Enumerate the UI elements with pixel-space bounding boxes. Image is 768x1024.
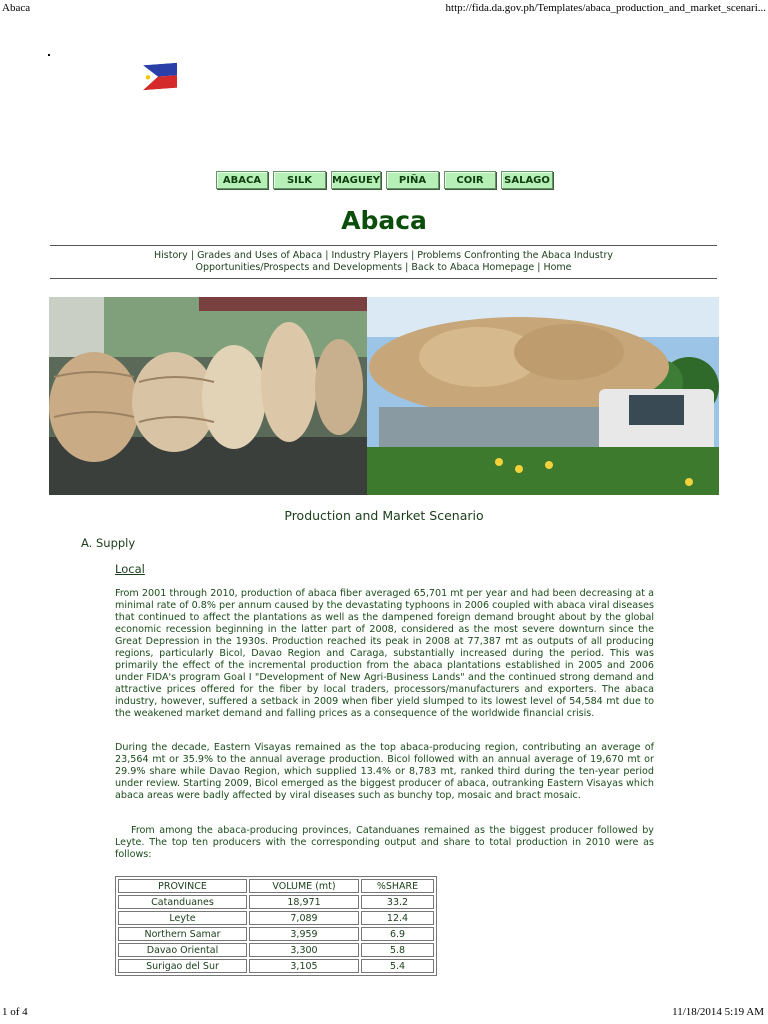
nav-silk-button[interactable]: SILK <box>273 171 326 189</box>
table-header-row <box>118 879 434 893</box>
abaca-fiber-bales-photo <box>49 297 367 495</box>
link-industry-players[interactable]: Industry Players <box>331 250 409 261</box>
print-page-title: Abaca <box>2 2 31 14</box>
link-history[interactable]: History <box>154 250 188 261</box>
cell-province: Davao Oriental <box>118 943 247 957</box>
paragraph-provinces: From among the abaca-producing provinces, Catanduanes remained as the biggest producer followed by Leyte. The top ten producers with the corresponding output and share to total production in 2010 were as follows: <box>115 825 654 860</box>
nav-abaca-button[interactable]: ABACA <box>216 171 268 189</box>
links-line-1: History | Grades and Uses of Abaca | Industry Players | Problems Confronting the Abaca Industry <box>154 250 613 261</box>
col-province: PROVINCE <box>118 879 247 893</box>
print-datetime: 11/18/2014 5:19 AM <box>672 1006 764 1018</box>
cell-share: 12.4 <box>361 911 434 925</box>
section-heading: Production and Market Scenario <box>284 508 484 523</box>
cell-province: Surigao del Sur <box>118 959 247 973</box>
print-url: http://fida.da.gov.ph/Templates/abaca_production_and_market_scenari... <box>445 2 766 14</box>
cell-volume: 7,089 <box>249 911 359 925</box>
philippine-flag-icon <box>143 63 177 90</box>
nav-pina-button[interactable]: PIÑA <box>386 171 439 189</box>
cell-volume: 3,300 <box>249 943 359 957</box>
link-abaca-homepage[interactable]: Back to Abaca Homepage <box>411 261 535 273</box>
paragraph-regional: During the decade, Eastern Visayas remained as the top abaca-producing region, contributing an average of 23,564 mt or 35.9% to the annual average production. Bicol followed with an annual average of 19,670 mt or 29.9% share while Davao Region, which supplied 13.4% or 8,783 mt, ranked third during the ten-year period under review. Starting 2009, Bicol emerged as the biggest producer of abaca, outranking Eastern Visayas which abaca areas were badly affected by viral diseases such as bunchy top, mosaic and bract mosaic. <box>115 742 654 801</box>
links-line-2: Opportunities/Prospects and Developments | Back to Abaca Homepage | Home <box>195 261 572 273</box>
banner-photos <box>49 297 719 495</box>
cell-province: Leyte <box>118 911 247 925</box>
col-volume: VOLUME (mt) <box>249 879 359 893</box>
cell-volume: 18,971 <box>249 895 359 909</box>
divider-bottom <box>50 278 717 279</box>
page-title: Abaca <box>341 206 427 235</box>
print-footer <box>0 1006 768 1020</box>
divider-top <box>50 245 717 246</box>
local-heading: Local <box>115 562 145 576</box>
link-home[interactable]: Home <box>543 261 572 273</box>
table-row <box>118 959 434 973</box>
stray-dot <box>48 54 50 56</box>
cell-share: 33.2 <box>361 895 434 909</box>
print-page-number: 1 of 4 <box>2 1006 28 1018</box>
section-links <box>50 250 717 273</box>
cell-province: Catanduanes <box>118 895 247 909</box>
cell-province: Northern Samar <box>118 927 247 941</box>
nav-maguey-button[interactable]: MAGUEY <box>331 171 381 189</box>
table-row <box>118 895 434 909</box>
supply-heading: A. Supply <box>81 536 136 550</box>
link-grades-uses[interactable]: Grades and Uses of Abaca <box>197 250 323 261</box>
fiber-nav <box>216 171 553 189</box>
nav-salago-button[interactable]: SALAGO <box>501 171 553 189</box>
col-share: %SHARE <box>361 879 434 893</box>
table-row <box>118 927 434 941</box>
cell-share: 6.9 <box>361 927 434 941</box>
abaca-loaded-truck-photo <box>367 297 719 495</box>
table-row <box>118 911 434 925</box>
table-row <box>118 943 434 957</box>
print-header <box>0 2 768 16</box>
cell-volume: 3,959 <box>249 927 359 941</box>
link-opportunities[interactable]: Opportunities/Prospects and Developments <box>195 261 403 273</box>
cell-share: 5.4 <box>361 959 434 973</box>
cell-share: 5.8 <box>361 943 434 957</box>
production-table <box>115 876 437 976</box>
nav-coir-button[interactable]: COIR <box>444 171 496 189</box>
paragraph-local-production: From 2001 through 2010, production of abaca fiber averaged 65,701 mt per year and had been decreasing at a minimal rate of 0.8% per annum caused by the devastating typhoons in 2006 coupled with abaca viral diseases that continued to affect the plantations as well as the dampened foreign demand brought about by the global economic recession beginning in the latter part of 2008, considered as the most severe downturn since the Great Depression in the 1930s. Production reached its peak in 2008 at 77,387 mt as outputs of all producing regions, particularly Bicol, Davao Region and Caraga, substantially increased during the period. This was primarily the effect of the incremental production from the abaca plantations established in 2005 and 2006 under FIDA's program Goal I "Development of New Agri-Business Lands" and the continued strong demand and attractive prices offered for the fiber by local traders, processors/manufacturers and exporters. The abaca industry, however, suffered a setback in 2009 when fiber yield slumped to its lowest level of 54,584 mt due to the weakened market demand and falling prices as a consequence of the worldwide financial crisis. <box>115 588 654 719</box>
cell-volume: 3,105 <box>249 959 359 973</box>
link-problems[interactable]: Problems Confronting the Abaca Industry <box>417 250 613 261</box>
